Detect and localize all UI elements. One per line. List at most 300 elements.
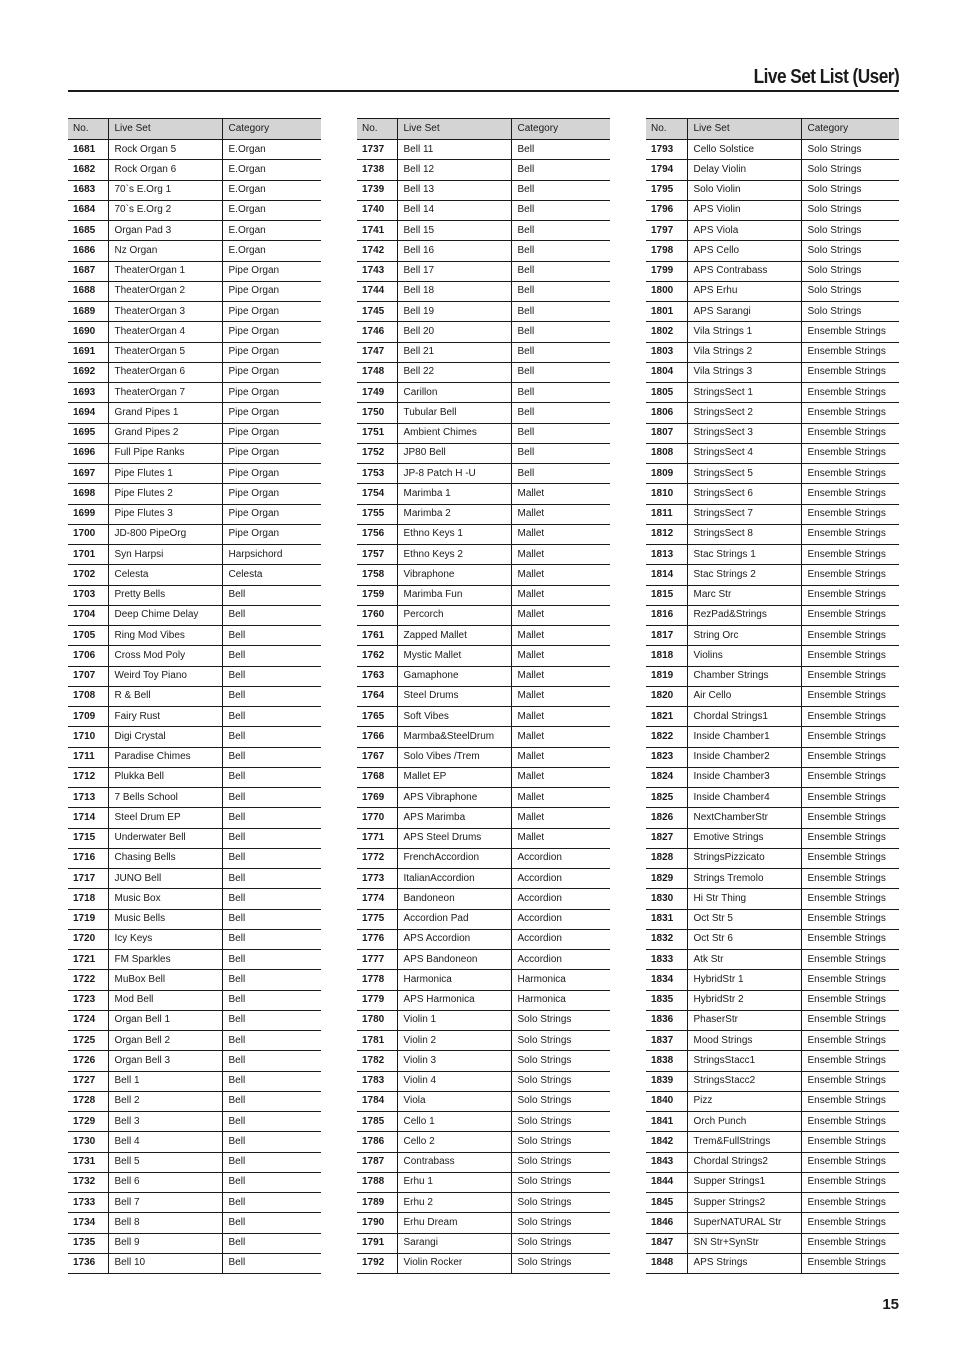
cell-live-set: Organ Bell 2 (108, 1031, 222, 1051)
cell-live-set: APS Accordion (397, 929, 511, 949)
cell-category: Bell (222, 990, 321, 1010)
cell-category: Bell (511, 403, 610, 423)
cell-live-set: TheaterOrgan 2 (108, 281, 222, 301)
cell-category: Solo Strings (801, 302, 899, 322)
cell-live-set: Rock Organ 5 (108, 140, 222, 160)
table-row (646, 1132, 899, 1152)
cell-live-set: JP80 Bell (397, 443, 511, 463)
table-row (357, 241, 610, 261)
cell-live-set: Inside Chamber3 (687, 767, 801, 787)
cell-category: Ensemble Strings (801, 423, 899, 443)
table-row (68, 362, 321, 382)
cell-live-set: FM Sparkles (108, 950, 222, 970)
cell-category: Solo Strings (511, 1132, 610, 1152)
cell-no: 1709 (68, 707, 108, 727)
cell-live-set: StringsPizzicato (687, 848, 801, 868)
cell-category: Solo Strings (511, 1112, 610, 1132)
table-row (357, 605, 610, 625)
cell-no: 1770 (357, 808, 397, 828)
cell-category: Ensemble Strings (801, 1091, 899, 1111)
cell-category: Bell (222, 666, 321, 686)
cell-no: 1771 (357, 828, 397, 848)
cell-category: Harmonica (511, 970, 610, 990)
cell-category: Bell (222, 646, 321, 666)
cell-live-set: Stac Strings 1 (687, 545, 801, 565)
cell-category: Solo Strings (801, 221, 899, 241)
cell-live-set: Bell 7 (108, 1193, 222, 1213)
table-row (357, 1091, 610, 1111)
cell-live-set: Underwater Bell (108, 828, 222, 848)
cell-live-set: StringsSect 3 (687, 423, 801, 443)
cell-category: Solo Strings (511, 1213, 610, 1233)
cell-no: 1837 (646, 1031, 687, 1051)
cell-no: 1753 (357, 464, 397, 484)
cell-live-set: StringsSect 6 (687, 484, 801, 504)
cell-no: 1752 (357, 443, 397, 463)
table-row (68, 464, 321, 484)
cell-live-set: Rock Organ 6 (108, 160, 222, 180)
table-row (646, 484, 899, 504)
cell-live-set: Inside Chamber1 (687, 727, 801, 747)
table-row (68, 990, 321, 1010)
cell-live-set: Carillon (397, 383, 511, 403)
table-row (68, 808, 321, 828)
table-row (646, 869, 899, 889)
cell-no: 1758 (357, 565, 397, 585)
table-row (68, 950, 321, 970)
table-row (357, 1051, 610, 1071)
cell-category: Pipe Organ (222, 322, 321, 342)
table-row (68, 970, 321, 990)
cell-no: 1683 (68, 180, 108, 200)
cell-category: Bell (222, 767, 321, 787)
cell-no: 1744 (357, 281, 397, 301)
table-row (68, 767, 321, 787)
cell-live-set: HybridStr 1 (687, 970, 801, 990)
table-row (646, 342, 899, 362)
cell-category: Bell (222, 1010, 321, 1030)
cell-no: 1749 (357, 383, 397, 403)
cell-live-set: Emotive Strings (687, 828, 801, 848)
cell-live-set: Celesta (108, 565, 222, 585)
cell-category: Ensemble Strings (801, 322, 899, 342)
table-row (646, 626, 899, 646)
cell-no: 1801 (646, 302, 687, 322)
cell-live-set: Violin Rocker (397, 1253, 511, 1273)
column-header-live-set: Live Set (397, 119, 511, 140)
cell-category: Bell (222, 1091, 321, 1111)
cell-no: 1687 (68, 261, 108, 281)
cell-no: 1828 (646, 848, 687, 868)
cell-live-set: Oct Str 6 (687, 929, 801, 949)
cell-live-set: Strings Tremolo (687, 869, 801, 889)
cell-category: Bell (222, 1132, 321, 1152)
cell-live-set: Violin 1 (397, 1010, 511, 1030)
cell-category: Bell (222, 1253, 321, 1273)
cell-category: Ensemble Strings (801, 909, 899, 929)
cell-no: 1737 (357, 140, 397, 160)
table-row (68, 788, 321, 808)
cell-category: Ensemble Strings (801, 403, 899, 423)
cell-no: 1761 (357, 626, 397, 646)
table-row (646, 322, 899, 342)
cell-live-set: 70`s E.Org 1 (108, 180, 222, 200)
cell-category: Pipe Organ (222, 423, 321, 443)
cell-no: 1842 (646, 1132, 687, 1152)
cell-live-set: Bell 1 (108, 1071, 222, 1091)
cell-live-set: APS Viola (687, 221, 801, 241)
cell-no: 1767 (357, 747, 397, 767)
table-row (646, 545, 899, 565)
table-row (646, 140, 899, 160)
cell-no: 1848 (646, 1253, 687, 1273)
cell-category: Bell (511, 241, 610, 261)
cell-live-set: Mystic Mallet (397, 646, 511, 666)
cell-no: 1818 (646, 646, 687, 666)
cell-live-set: Bell 21 (397, 342, 511, 362)
table-row (357, 869, 610, 889)
cell-category: Bell (511, 322, 610, 342)
cell-live-set: NextChamberStr (687, 808, 801, 828)
cell-category: Bell (222, 1051, 321, 1071)
cell-no: 1726 (68, 1051, 108, 1071)
cell-live-set: Bell 18 (397, 281, 511, 301)
cell-live-set: Fairy Rust (108, 707, 222, 727)
cell-category: Bell (222, 828, 321, 848)
cell-live-set: Oct Str 5 (687, 909, 801, 929)
cell-no: 1795 (646, 180, 687, 200)
cell-no: 1699 (68, 504, 108, 524)
cell-no: 1815 (646, 585, 687, 605)
cell-no: 1768 (357, 767, 397, 787)
live-set-table-2 (357, 118, 610, 1274)
cell-no: 1702 (68, 565, 108, 585)
cell-no: 1845 (646, 1193, 687, 1213)
table-header-row (357, 119, 610, 140)
cell-category: Ensemble Strings (801, 808, 899, 828)
cell-category: Mallet (511, 484, 610, 504)
cell-category: Bell (222, 970, 321, 990)
cell-category: Accordion (511, 929, 610, 949)
table-row (646, 1193, 899, 1213)
cell-category: Bell (511, 221, 610, 241)
cell-category: Mallet (511, 646, 610, 666)
cell-category: Bell (511, 383, 610, 403)
cell-no: 1775 (357, 909, 397, 929)
cell-no: 1723 (68, 990, 108, 1010)
cell-live-set: Vibraphone (397, 565, 511, 585)
cell-no: 1759 (357, 585, 397, 605)
cell-live-set: APS Strings (687, 1253, 801, 1273)
cell-live-set: Violin 2 (397, 1031, 511, 1051)
cell-category: Accordion (511, 869, 610, 889)
table-row (357, 342, 610, 362)
cell-category: Ensemble Strings (801, 1213, 899, 1233)
cell-no: 1774 (357, 889, 397, 909)
cell-category: Ensemble Strings (801, 788, 899, 808)
cell-category: Bell (222, 626, 321, 646)
table-row (68, 929, 321, 949)
cell-category: Bell (511, 281, 610, 301)
cell-no: 1743 (357, 261, 397, 281)
cell-category: Pipe Organ (222, 302, 321, 322)
table-row (357, 727, 610, 747)
table-row (357, 1193, 610, 1213)
cell-live-set: Supper Strings2 (687, 1193, 801, 1213)
cell-live-set: Erhu 2 (397, 1193, 511, 1213)
table-row (646, 950, 899, 970)
table-row (646, 767, 899, 787)
cell-category: Bell (222, 747, 321, 767)
cell-category: Pipe Organ (222, 281, 321, 301)
cell-no: 1701 (68, 545, 108, 565)
cell-no: 1720 (68, 929, 108, 949)
cell-live-set: RezPad&Strings (687, 605, 801, 625)
cell-live-set: Sarangi (397, 1233, 511, 1253)
cell-category: Ensemble Strings (801, 970, 899, 990)
cell-live-set: Mood Strings (687, 1031, 801, 1051)
column-header-no: No. (646, 119, 687, 140)
cell-no: 1819 (646, 666, 687, 686)
cell-no: 1700 (68, 524, 108, 544)
cell-live-set: PhaserStr (687, 1010, 801, 1030)
table-row (646, 443, 899, 463)
cell-category: Ensemble Strings (801, 686, 899, 706)
table-row (68, 241, 321, 261)
cell-category: Bell (222, 848, 321, 868)
cell-category: Solo Strings (511, 1010, 610, 1030)
cell-live-set: Paradise Chimes (108, 747, 222, 767)
cell-no: 1689 (68, 302, 108, 322)
table-row (646, 403, 899, 423)
table-row (646, 565, 899, 585)
cell-category: Ensemble Strings (801, 889, 899, 909)
cell-category: Mallet (511, 686, 610, 706)
cell-no: 1706 (68, 646, 108, 666)
table-row (646, 1071, 899, 1091)
table-row (357, 808, 610, 828)
cell-no: 1712 (68, 767, 108, 787)
table-row (68, 1112, 321, 1132)
live-set-table-3 (646, 118, 899, 1274)
cell-no: 1776 (357, 929, 397, 949)
table-row (646, 1172, 899, 1192)
cell-category: Accordion (511, 889, 610, 909)
cell-no: 1715 (68, 828, 108, 848)
cell-live-set: Organ Pad 3 (108, 221, 222, 241)
cell-no: 1739 (357, 180, 397, 200)
cell-live-set: Marmba&SteelDrum (397, 727, 511, 747)
cell-category: Mallet (511, 626, 610, 646)
table-row (357, 464, 610, 484)
cell-no: 1780 (357, 1010, 397, 1030)
cell-category: Celesta (222, 565, 321, 585)
cell-category: Ensemble Strings (801, 747, 899, 767)
table-row (357, 362, 610, 382)
table-row (357, 383, 610, 403)
cell-category: Mallet (511, 747, 610, 767)
cell-category: Ensemble Strings (801, 869, 899, 889)
table-row (68, 180, 321, 200)
cell-category: Accordion (511, 848, 610, 868)
cell-category: Bell (222, 605, 321, 625)
cell-category: Mallet (511, 545, 610, 565)
cell-category: Pipe Organ (222, 464, 321, 484)
column-header-live-set: Live Set (108, 119, 222, 140)
cell-live-set: Cello 2 (397, 1132, 511, 1152)
live-set-table-1 (68, 118, 321, 1274)
table-row (357, 1253, 610, 1273)
column-header-no: No. (357, 119, 397, 140)
cell-live-set: TheaterOrgan 5 (108, 342, 222, 362)
cell-no: 1708 (68, 686, 108, 706)
table-row (646, 1213, 899, 1233)
table-row (68, 1031, 321, 1051)
table-row (68, 1091, 321, 1111)
cell-no: 1839 (646, 1071, 687, 1091)
cell-category: Bell (222, 869, 321, 889)
cell-live-set: Bell 3 (108, 1112, 222, 1132)
cell-no: 1794 (646, 160, 687, 180)
table-row (357, 889, 610, 909)
cell-live-set: Atk Str (687, 950, 801, 970)
cell-live-set: APS Erhu (687, 281, 801, 301)
table-row (646, 423, 899, 443)
cell-no: 1798 (646, 241, 687, 261)
cell-category: Mallet (511, 707, 610, 727)
cell-no: 1734 (68, 1213, 108, 1233)
cell-live-set: Accordion Pad (397, 909, 511, 929)
cell-no: 1732 (68, 1172, 108, 1192)
cell-no: 1823 (646, 747, 687, 767)
cell-no: 1738 (357, 160, 397, 180)
cell-category: Solo Strings (801, 281, 899, 301)
cell-no: 1847 (646, 1233, 687, 1253)
table-row (646, 1051, 899, 1071)
cell-category: Ensemble Strings (801, 464, 899, 484)
cell-live-set: Grand Pipes 2 (108, 423, 222, 443)
cell-live-set: Full Pipe Ranks (108, 443, 222, 463)
cell-live-set: Marimba 1 (397, 484, 511, 504)
cell-no: 1731 (68, 1152, 108, 1172)
cell-live-set: Ring Mod Vibes (108, 626, 222, 646)
cell-no: 1765 (357, 707, 397, 727)
table-row (646, 788, 899, 808)
cell-no: 1724 (68, 1010, 108, 1030)
cell-live-set: Nz Organ (108, 241, 222, 261)
cell-category: Pipe Organ (222, 261, 321, 281)
cell-no: 1722 (68, 970, 108, 990)
cell-category: Solo Strings (511, 1193, 610, 1213)
cell-category: Ensemble Strings (801, 383, 899, 403)
cell-no: 1717 (68, 869, 108, 889)
cell-no: 1800 (646, 281, 687, 301)
cell-category: Bell (222, 1233, 321, 1253)
table-row (357, 180, 610, 200)
cell-category: Bell (222, 585, 321, 605)
cell-live-set: Tubular Bell (397, 403, 511, 423)
cell-category: Bell (511, 302, 610, 322)
cell-no: 1719 (68, 909, 108, 929)
table-row (357, 646, 610, 666)
column-header-category: Category (511, 119, 610, 140)
table-row (646, 200, 899, 220)
cell-category: Pipe Organ (222, 403, 321, 423)
cell-no: 1803 (646, 342, 687, 362)
cell-category: Mallet (511, 585, 610, 605)
cell-live-set: Pizz (687, 1091, 801, 1111)
cell-live-set: Grand Pipes 1 (108, 403, 222, 423)
cell-live-set: Violins (687, 646, 801, 666)
cell-live-set: Vila Strings 2 (687, 342, 801, 362)
table-row (357, 200, 610, 220)
cell-live-set: SuperNATURAL Str (687, 1213, 801, 1233)
table-row (68, 1071, 321, 1091)
cell-category: E.Organ (222, 221, 321, 241)
cell-live-set: Erhu Dream (397, 1213, 511, 1233)
cell-live-set: StringsSect 5 (687, 464, 801, 484)
cell-category: Ensemble Strings (801, 585, 899, 605)
table-row (357, 1213, 610, 1233)
cell-live-set: StringsStacc2 (687, 1071, 801, 1091)
cell-category: Pipe Organ (222, 342, 321, 362)
table-row (68, 889, 321, 909)
cell-live-set: Inside Chamber4 (687, 788, 801, 808)
table-row (646, 1112, 899, 1132)
cell-no: 1830 (646, 889, 687, 909)
cell-no: 1716 (68, 848, 108, 868)
table-row (646, 1152, 899, 1172)
cell-category: Ensemble Strings (801, 1172, 899, 1192)
table-row (357, 686, 610, 706)
cell-category: E.Organ (222, 140, 321, 160)
cell-live-set: APS Steel Drums (397, 828, 511, 848)
cell-no: 1778 (357, 970, 397, 990)
cell-no: 1814 (646, 565, 687, 585)
table-row (68, 1233, 321, 1253)
table-row (357, 585, 610, 605)
cell-no: 1797 (646, 221, 687, 241)
cell-live-set: Violin 3 (397, 1051, 511, 1071)
cell-no: 1714 (68, 808, 108, 828)
table-row (357, 1152, 610, 1172)
table-row (357, 848, 610, 868)
cell-no: 1756 (357, 524, 397, 544)
table-row (68, 585, 321, 605)
cell-live-set: Bell 15 (397, 221, 511, 241)
cell-category: Solo Strings (801, 160, 899, 180)
table-row (68, 1010, 321, 1030)
cell-live-set: TheaterOrgan 4 (108, 322, 222, 342)
cell-no: 1836 (646, 1010, 687, 1030)
cell-no: 1816 (646, 605, 687, 625)
cell-no: 1782 (357, 1051, 397, 1071)
table-row (646, 828, 899, 848)
cell-category: Bell (222, 727, 321, 747)
cell-category: Mallet (511, 524, 610, 544)
cell-no: 1831 (646, 909, 687, 929)
cell-live-set: Plukka Bell (108, 767, 222, 787)
table-row (357, 707, 610, 727)
cell-no: 1764 (357, 686, 397, 706)
table-row (646, 909, 899, 929)
cell-category: Ensemble Strings (801, 1132, 899, 1152)
cell-live-set: Hi Str Thing (687, 889, 801, 909)
cell-category: Bell (511, 180, 610, 200)
cell-no: 1693 (68, 383, 108, 403)
cell-no: 1727 (68, 1071, 108, 1091)
cell-category: Solo Strings (801, 241, 899, 261)
